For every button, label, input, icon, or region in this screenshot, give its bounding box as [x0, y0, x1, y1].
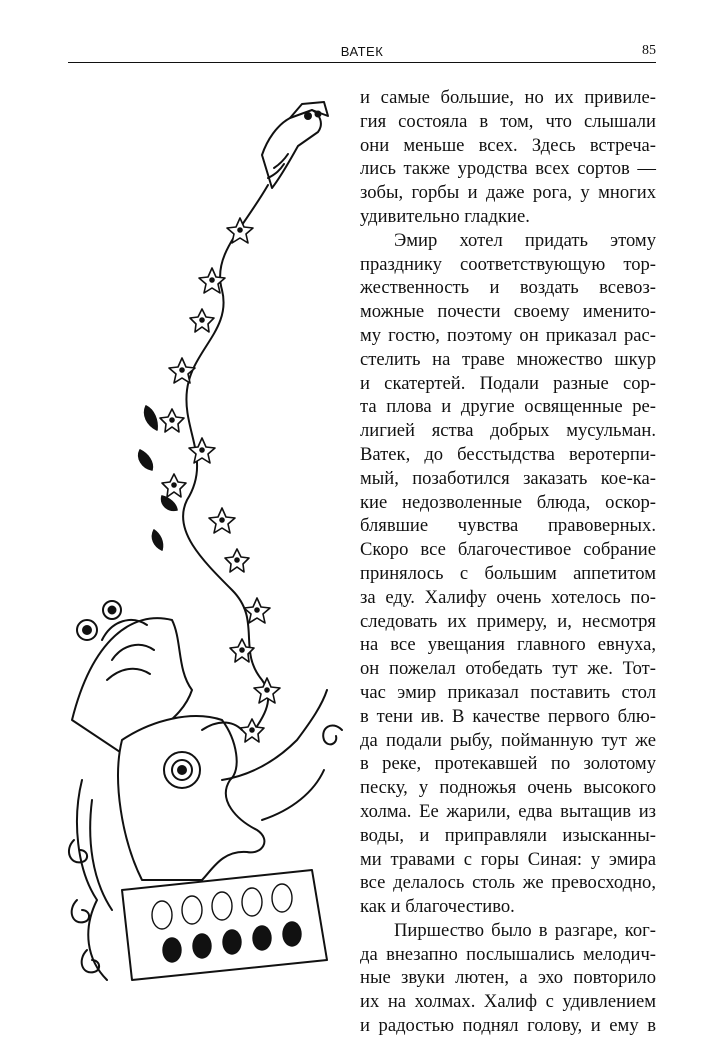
text-line: ми травами с горы Синая: у эмира [360, 848, 656, 870]
text-line: как и благочестиво. [360, 896, 515, 918]
text-line: можные почести своему именито- [360, 301, 656, 323]
text-line: кие недозволенные блюда, оскор- [360, 491, 656, 513]
text-line: все делалось столь же превосходно, [360, 872, 656, 894]
text-line: удивительно гладкие. [360, 205, 530, 227]
text-line: за еду. Халифу очень хотелось по- [360, 586, 656, 608]
text-line: и скатертей. Подали разные сор- [360, 372, 656, 394]
text-line: та плова и другие освященные ре- [360, 396, 656, 418]
text-line: принялось с большим аппетитом [360, 562, 656, 584]
text-line: мый, позаботился заказать кое-ка- [360, 467, 656, 489]
header-rule [68, 62, 656, 63]
text-line: ные звуки лютен, а эхо повторило [360, 967, 656, 989]
text-line: их на холмах. Халиф с удивлением [360, 991, 656, 1013]
text-line: празднику соответствующую тор- [360, 253, 656, 275]
text-line: лигией яства добрых мусульман. [360, 420, 656, 442]
text-line: Ватек, до бесстыдства веротерпи- [360, 443, 656, 465]
text-line: жественность и воздать всевоз- [360, 277, 656, 299]
text-line: да подали рыбу, пойманную тут же [360, 729, 656, 751]
text-line: песку, у подножья очень высокого [360, 777, 656, 799]
text-line: в тени ив. В качестве первого блю- [360, 705, 656, 727]
text-line: на все увещания главного евнуха, [360, 634, 656, 656]
text-line: в реке, протекавшей по золотому [360, 753, 656, 775]
text-line: следовать их примеру, и, несмотря [360, 610, 656, 632]
text-line: му гостю, поэтому он приказал рас- [360, 324, 656, 346]
text-line: он пожелал отобедать тут же. Тот- [360, 658, 656, 680]
page-number: 85 [642, 43, 656, 58]
text-line: лись также уродства всех сортов — [360, 158, 656, 180]
text-line: и самые большие, но их привиле- [360, 87, 656, 108]
text-line: они меньше всех. Здесь встреча- [360, 134, 656, 156]
figure-head-icon [69, 601, 342, 980]
text-line: зобы, горбы и даже рога, у многих [360, 182, 656, 204]
text-line: Эмир хотел придать этому [394, 229, 656, 251]
text-line: холма. Ее жарили, едва вытащив из [360, 800, 656, 822]
text-line: стелить на траве множество шкур [360, 348, 656, 370]
text-line: блявшие чувства правоверных. [360, 515, 656, 537]
body-text [360, 86, 656, 1038]
text-line: да внезапно послышались мелодич- [360, 943, 656, 965]
floral-garland-illustration [62, 80, 354, 1020]
text-line: Пиршество было в разгаре, ког- [394, 919, 656, 941]
running-title: ВАТЕК [340, 44, 384, 59]
text-line: и радостью поднял голову, и ему в [360, 1015, 656, 1037]
text-line: Скоро все благочестивое собрание [360, 539, 656, 561]
text-line: гия состояла в том, что слышали [360, 110, 656, 132]
text-line: час эмир приказал поставить стол [360, 681, 656, 703]
running-head [68, 40, 656, 62]
hand-icon [262, 102, 328, 188]
text-line: воды, и приправляли изысканны- [360, 824, 656, 846]
